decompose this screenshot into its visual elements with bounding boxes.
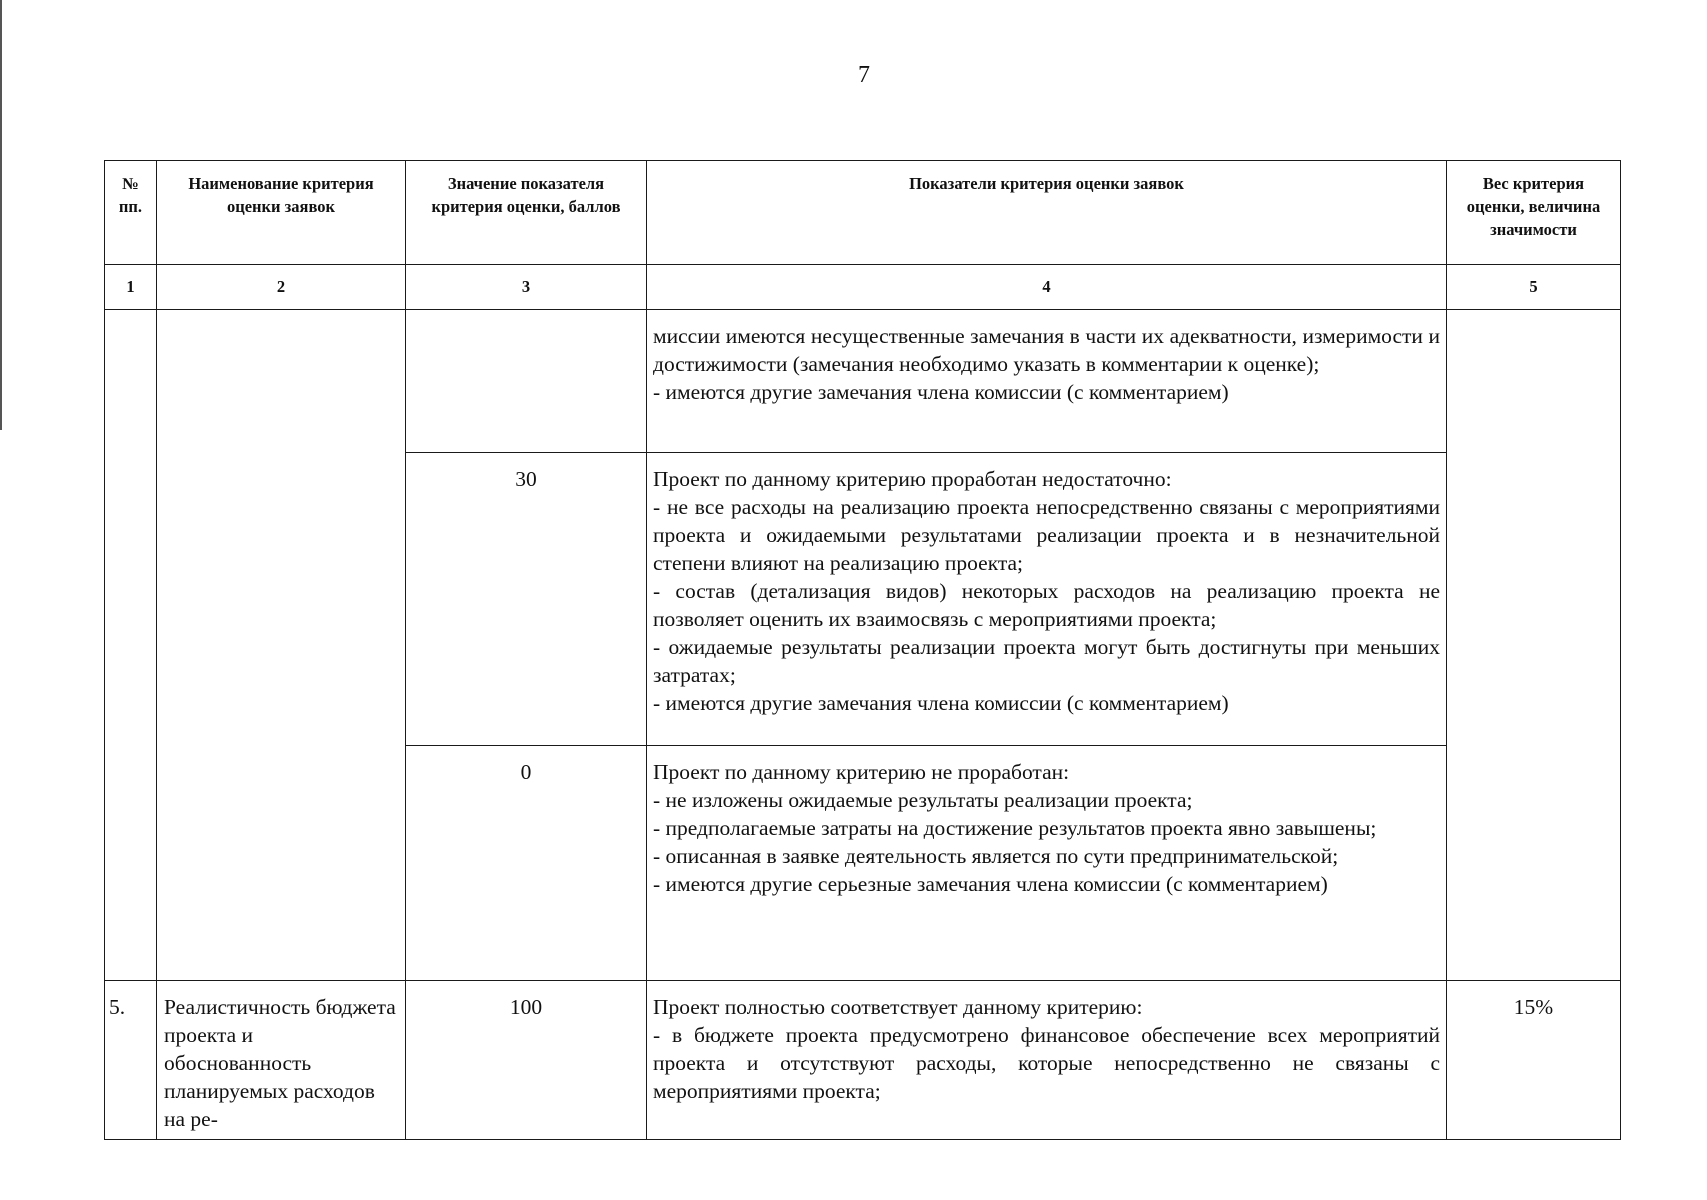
description-cell: [647, 746, 1447, 981]
column-number: 1: [105, 265, 157, 310]
description-line: - имеются другие замечания члена комиссии (с комментарием): [653, 380, 1229, 404]
header-number: № пп.: [105, 161, 157, 265]
table-row: [105, 981, 1621, 1140]
column-number-row: [105, 265, 1621, 310]
header-row: [105, 161, 1621, 265]
description-cell: [647, 981, 1447, 1140]
description-line: - состав (детализация видов) некоторых расходов на реализацию проекта не позволяет оценить их взаимосвязь с мероприятиями проекта;: [653, 579, 1440, 631]
header-criterion-name: Наименование критерия оценки заявок: [157, 161, 406, 265]
description-line: - не все расходы на реализацию проекта непосредственно связаны с мероприятиями проекта и ожидаемыми результатами реализации проекта и в незначительной степени влияют на реализацию проекта;: [653, 495, 1440, 575]
description-line: миссии имеются несущественные замечания в части их адекватности, измеримости и достижимости (замечания необходимо указать в комментарии к оценке);: [653, 324, 1440, 376]
description-line: - не изложены ожидаемые результаты реализации проекта;: [653, 788, 1193, 812]
criteria-table: [104, 160, 1621, 1140]
description-line: Проект по данному критерию не проработан:: [653, 760, 1070, 784]
description-line: Проект по данному критерию проработан недостаточно:: [653, 467, 1172, 491]
weight-cell: [1447, 310, 1621, 981]
criterion-number-cell: [105, 310, 157, 981]
description-line: Проект полностью соответствует данному критерию:: [653, 995, 1143, 1019]
description-line: - имеются другие серьезные замечания члена комиссии (с комментарием): [653, 872, 1328, 896]
score-cell: [406, 310, 647, 453]
header-score-value: Значение показателя критерия оценки, баллов: [406, 161, 647, 265]
criterion-name-cell: Реалистичность бюджета проекта и обоснованность планируемых расходов на ре-: [157, 981, 406, 1140]
header-indicators: Показатели критерия оценки заявок: [647, 161, 1447, 265]
column-number: 2: [157, 265, 406, 310]
header-weight: Вес критерия оценки, величина значимости: [1447, 161, 1621, 265]
score-cell: 30: [406, 453, 647, 746]
table-row: [105, 310, 1621, 453]
page-number: 7: [858, 62, 870, 88]
description-cell: [647, 310, 1447, 453]
description-cell: [647, 453, 1447, 746]
column-number: 4: [647, 265, 1447, 310]
column-number: 3: [406, 265, 647, 310]
description-line: - в бюджете проекта предусмотрено финансовое обеспечение всех мероприятий проекта и отсутствуют расходы, которые непосредственно не связаны с мероприятиями проекта;: [653, 1023, 1440, 1103]
weight-cell: 15%: [1447, 981, 1621, 1140]
criterion-number-cell: 5.: [105, 981, 157, 1140]
criterion-name-cell: [157, 310, 406, 981]
score-cell: 100: [406, 981, 647, 1140]
description-line: - имеются другие замечания члена комиссии (с комментарием): [653, 691, 1229, 715]
column-number: 5: [1447, 265, 1621, 310]
description-line: - ожидаемые результаты реализации проекта могут быть достигнуты при меньших затратах;: [653, 635, 1440, 687]
description-line: - предполагаемые затраты на достижение результатов проекта явно завышены;: [653, 816, 1377, 840]
description-line: - описанная в заявке деятельность является по сути предпринимательской;: [653, 844, 1339, 868]
score-cell: 0: [406, 746, 647, 981]
